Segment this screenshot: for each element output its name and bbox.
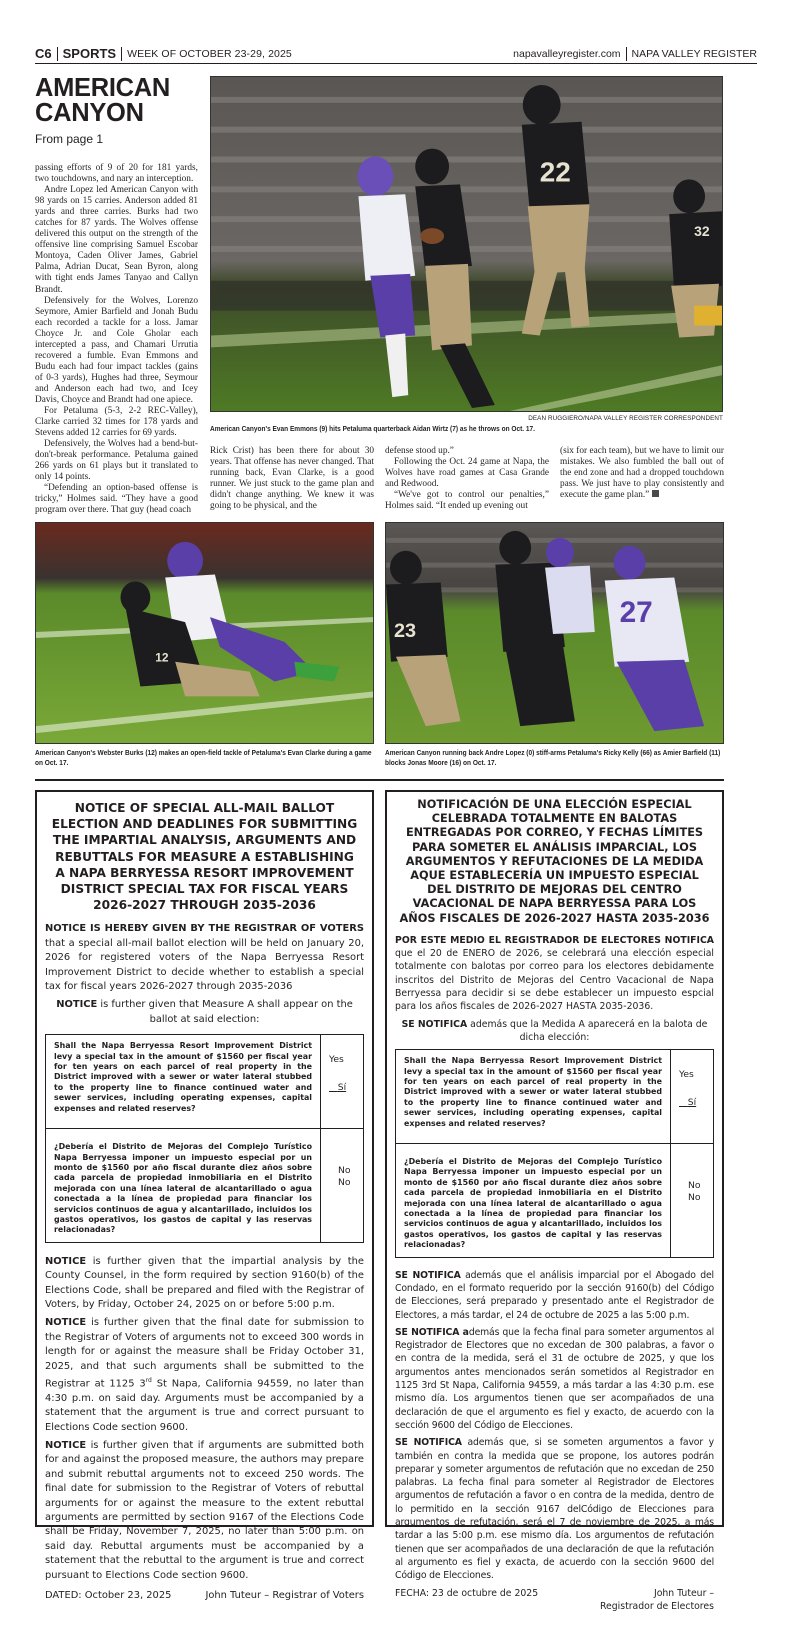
section-divider	[35, 779, 724, 781]
notice-paragraph: NOTICE IS HEREBY GIVEN BY THE REGISTRAR OF VOTERS that a special all-mail ballot election will be held on January 20, 2026 for registered voters of the Napa Berryessa Resort Improvement District to decide whether to establish a special tax for fiscal years 2026-2027 through 2035-2036	[45, 923, 364, 993]
notice-paragraph: SE NOTIFICA además que, si se someten argumentos a favor y también en contra la medida que se propone, los autores podrán preparar y someter argumentos de refutación que no excedan de 250 palabras. La fecha final para someter al Registrador de Electores argumentos de refutación a favor o en contra de la medida, dentro de lo permitido en la sección 9167 delCódigo de Elecciones para argumentos de refutación, será el 7 de noviembre de 2025, a más tardar a las 5:00 p.m. ese mismo día. Los argumentos de refutación tienen que ser acompañados de una declaración de que la refutación al argumento es fiel y exacta, de acuerdo con la sección 9600 del Código de Elecciones.	[395, 1437, 714, 1582]
paragraph: “Defending an option-based offense is tricky,” Holmes said. “They have a good program over there. That guy (head coach	[35, 483, 198, 516]
story-column-4	[560, 446, 724, 501]
notice-paragraph: NOTICE is further given that the final date for submission to the Registrar of Voters of arguments not to exceed 300 words in length for or against the measure shall be Friday October 31, 2025, and that such arguments shall be submitted to the Registrar at 1125 3rd St Napa, California 94559, no later than 4:30 p.m. on said day. Arguments must be accompanied by a statement that the argument is true and correct pursuant to Elections Code section 9600.	[45, 1317, 365, 1433]
jump-line: From page 1	[35, 132, 104, 146]
dated-line: DATED: October 23, 2025	[45, 1590, 172, 1601]
paper-name: NAPA VALLEY REGISTER	[631, 48, 757, 60]
ballot-measure-table	[45, 1034, 364, 1243]
legal-notice-english	[35, 790, 374, 1601]
vote-option-si: Sí	[687, 1097, 697, 1109]
svg-text:32: 32	[694, 223, 710, 240]
masthead-divider	[626, 47, 627, 61]
main-photo	[210, 76, 723, 412]
right-photo	[385, 522, 724, 744]
paragraph: Following the Oct. 24 game at Napa, the Wolves have road games at Casa Grande and Redwood.	[385, 457, 549, 490]
headline-line: CANYON	[35, 99, 144, 127]
signature-line: John Tuteur – Registrador de Electores	[599, 1587, 714, 1612]
stiff-arm-photo	[386, 523, 723, 743]
vote-option-yes: Yes	[329, 1054, 344, 1066]
paragraph: defense stood up.”	[385, 446, 454, 456]
vote-option-no: No	[338, 1165, 351, 1177]
photo-caption: American Canyon's Webster Burks (12) makes an open-field tackle of Petaluma's Evan Clarke during a game on Oct. 17.	[35, 748, 372, 767]
notice-paragraph: SE NOTIFICA además que la Medida A aparecerá en la balota de dicha elección:	[401, 1018, 708, 1043]
notice-paragraph: NOTICE is further given that the impartial analysis by the County Counsel, in the form required by section 9160(b) of the Elections Code, shall be prepared and filed with the Registrar of Voters, by Friday, October 24, 2025 on or before 5:00 p.m.	[45, 1255, 364, 1310]
notice-paragraph: NOTICE is further given that Measure A shall appear on the ballot at said election:	[56, 999, 353, 1025]
story-column-2	[210, 446, 374, 512]
headline-line: AMERICAN	[35, 74, 171, 102]
tackle-photo	[36, 523, 373, 743]
ballot-question-english: Shall the Napa Berryessa Resort Improvement District levy a special tax in the amount of $1560 per fiscal year for ten years on each parcel of real property in the District improved with a sewer or water lateral stubbed to the property line to finance continued water and sewer services, including operating expenses, capital expenses and related reserves?	[54, 1041, 312, 1113]
ballot-vote-no-cell	[670, 1143, 713, 1257]
paragraph: (six for each team), but we have to limit our mistakes. We also fumbled the ball out of the end zone and had a dropped touchdown pass. We just have to play consistently and execute the game plan.”	[560, 446, 724, 501]
ballot-question-english: Shall the Napa Berryessa Resort Improvement District levy a special tax in the amount of $1560 per fiscal year for ten years on each parcel of real property in the District improved with a sewer or water lateral stubbed to the property line to finance continued water and sewer services, including operating expenses, capital expenses and related reserves?	[404, 1056, 662, 1128]
football-action-photo	[211, 77, 722, 411]
legal-notice-spanish	[385, 790, 724, 1612]
vote-option-no: No	[688, 1192, 701, 1204]
vote-option-no: No	[688, 1180, 701, 1192]
story-column-3	[385, 446, 549, 512]
story-column-1	[35, 163, 198, 517]
left-photo	[35, 522, 374, 744]
dated-line: FECHA: 23 de octubre de 2025	[395, 1587, 539, 1599]
photo-credit: DEAN RUGGIERO/NAPA VALLEY REGISTER CORRESPONDENT	[528, 415, 723, 422]
paragraph: Defensively for the Wolves, Lorenzo Seymore, Amier Barfield and Jonah Budu each recorded a tackle for a loss. Jamar Choyce Jr. and Cole Gholar each intercepted a pass, and Chamari Urrutia recovered a fumble. Evan Emmons and Budu each had four impact tackles (gains of 0-3 yards), Hughes had three, Seymour and Anderson each had two, and Icey Davis, Choyce and Brandt had one apiece.	[35, 295, 198, 405]
signature-line: John Tuteur – Registrar of Voters	[205, 1590, 364, 1601]
vote-option-no: No	[338, 1177, 351, 1189]
ballot-question-spanish: ¿Debería el Distrito de Mejoras del Complejo Turístico Napa Berryessa imponer un impuesto especial por un monto de $1560 por año fiscal durante diez años sobre cada parcela de propiedad inmobiliaria en el Distrito mejorada con una línea lateral de alcantarillado o agua conectada a la línea de propiedad para financiar los servicios continuos de agua y alcantarillado, incluidos los gastos operativos, los gastos de capital y las reservas relacionadas?	[46, 1128, 320, 1242]
story-headline	[35, 76, 205, 126]
paragraph: Andre Lopez led American Canyon with 98 yards on 15 carries. Anderson added 81 yards and three carries. Burks had two catches for 87 yards. The Wolves offense delivered this output on the strength of the offensive line comprising Samuel Escobar Montoya, Caden Oliver James, Gabriel Palma, Adrian Ducat, Sean Byron, along with tight ends James Tanyao and Callyn Brandt.	[35, 185, 198, 295]
paragraph: Defensively, the Wolves had a bend-but-don't-break performance. Petaluma gained 266 yards on 61 plays but it translated to only 14 points.	[35, 439, 198, 483]
ballot-vote-yes-cell	[670, 1050, 713, 1143]
masthead-divider	[57, 47, 58, 61]
masthead-left	[35, 46, 292, 61]
ballot-vote-no-cell	[320, 1128, 363, 1242]
photo-caption: American Canyon's Evan Emmons (9) hits Petaluma quarterback Aidan Wirtz (7) as he throws on Oct. 17.	[210, 424, 535, 433]
masthead-divider	[121, 47, 122, 61]
ballot-vote-yes-cell	[320, 1035, 363, 1128]
website-link[interactable]: napavalleyregister.com	[513, 48, 621, 60]
notice-title: NOTIFICACIÓN DE UNA ELECCIÓN ESPECIAL CELEBRADA TOTALMENTE EN BALOTAS ENTREGADAS POR CORREO, Y FECHAS LÍMITES PARA SOMETER EL ANÁLISIS IMPARCIAL, LOS ARGUMENTOS Y REFUTACIONES DE LA MEDIDA AQUE ESTABLECERÍA UN IMPUESTO ESPECIAL DEL DISTRITO DE MEJORAS DEL CENTRO VACACIONAL DE NAPA BERRYESSA PARA LOS AÑOS FISCALES DE 2026-2027 HASTA 2035-2036	[399, 798, 710, 925]
notice-title: NOTICE OF SPECIAL ALL-MAIL BALLOT ELECTION AND DEADLINES FOR SUBMITTING THE IMPARTIAL ANALYSIS, ARGUMENTS AND REBUTTALS FOR MEASURE A ESTABLISHING A NAPA BERRYESSA RESORT IMPROVEMENT DISTRICT SPECIAL TAX FOR FISCAL YEARS 2026-2027 THROUGH 2035-2036	[51, 801, 358, 913]
vote-option-yes: Yes	[679, 1069, 694, 1081]
paragraph: passing efforts of 9 of 20 for 181 yards, two touchdowns, and nary an interception.	[35, 163, 198, 185]
section-name: SPORTS	[62, 46, 117, 61]
issue-date: WEEK OF OCTOBER 23-29, 2025	[127, 47, 292, 60]
signature-block	[395, 1587, 714, 1614]
signature-block	[45, 1589, 364, 1603]
ballot-question-spanish: ¿Debería el Distrito de Mejoras del Complejo Turístico Napa Berryessa imponer un impuesto especial por un monto de $1560 por año fiscal durante diez años sobre cada parcela de propiedad inmobiliaria en el Distrito mejorada con una línea lateral de alcantarillado o agua conectada a la línea de propiedad para financiar los servicios continuos de agua y alcantarillado, incluidos los gastos operativos, los gastos de capital y las reservas relacionadas?	[396, 1143, 670, 1257]
vote-option-si: Sí	[337, 1082, 347, 1094]
notice-paragraph: SE NOTIFICA además que el análisis imparcial por el Abogado del Condado, en el formato requerido por la sección 9160(b) del Código de Elecciones, será preparado y presentado ante el Registrador de Electores, a más tardar, el 24 de octubre de 2025 a las 5:00 p.m.	[395, 1269, 714, 1321]
photo-caption: American Canyon running back Andre Lopez (0) stiff-arms Petaluma's Ricky Kelly (66) as Amier Barfield (11) blocks Jonas Moore (16) on Oct. 17.	[385, 748, 721, 767]
end-of-story-icon	[652, 490, 659, 497]
notice-paragraph: SE NOTIFICA además que la fecha final para someter argumentos al Registrador de Electores que no excedan de 300 palabras, a favor o en contra de la medida, será el 31 de octubre de 2025, y que los argumentos antes mencionados serán sometidos al Registrador en 1125 3rd St Napa, California 94559, a más tardar a las 4:30 p.m. ese mismo día. Los argumentos tienen que ser acompañados de una declaración de que el argumento es fiel y exacto, de acuerdo con la sección 9600 del Código de Elecciones.	[395, 1326, 715, 1431]
page-number: C6	[35, 46, 52, 61]
svg-text:12: 12	[155, 650, 169, 665]
ballot-measure-table	[395, 1049, 714, 1258]
svg-text:23: 23	[393, 619, 417, 642]
masthead-right	[513, 47, 757, 61]
paragraph: Rick Crist) has been there for about 30 years. That offense has never changed. That running back, Evan Clarke, is a good runner. We just stuck to the game plan and didn't change anything. We knew it was going to be physical, and the	[210, 446, 374, 512]
notice-paragraph: NOTICE is further given that if arguments are submitted both for and against the proposed measure, the authors may prepare and submit rebuttal arguments not to exceed 250 words. The final date for submission to the Registrar of Voters of rebuttal arguments for or against the measure to the extent rebuttal arguments are permitted by section 9167 of the Elections Code shall be Friday, November 7, 2025, no later than 5:00 p.m. on said day. Rebuttal arguments must be accompanied by a statement that the rebuttal to the argument is true and correct pursuant to Elections Code section 9600.	[45, 1439, 364, 1581]
paragraph: For Petaluma (5-3, 2-2 REC-Valley), Clarke carried 32 times for 178 yards and Stevens added 12 carries for 69 yards.	[35, 406, 198, 439]
paragraph: “We've got to control our penalties,” Holmes said. “It ended up evening out	[385, 490, 549, 512]
svg-text:27: 27	[619, 596, 653, 630]
page-masthead	[35, 44, 757, 64]
notice-paragraph: POR ESTE MEDIO EL REGISTRADOR DE ELECTORES NOTIFICA que el 20 de ENERO de 2026, se celebrará una elección especial totalmente con balotas por correo para los electores debidamente inscritos del Distrito de Mejoras del Centro Vacacional de Napa Berryessa para decidir si se debe establecer un impuesto espcial para los años fiscales de 2026-2027 HASTA 2035-2036.	[395, 934, 714, 1013]
svg-text:22: 22	[539, 156, 571, 188]
